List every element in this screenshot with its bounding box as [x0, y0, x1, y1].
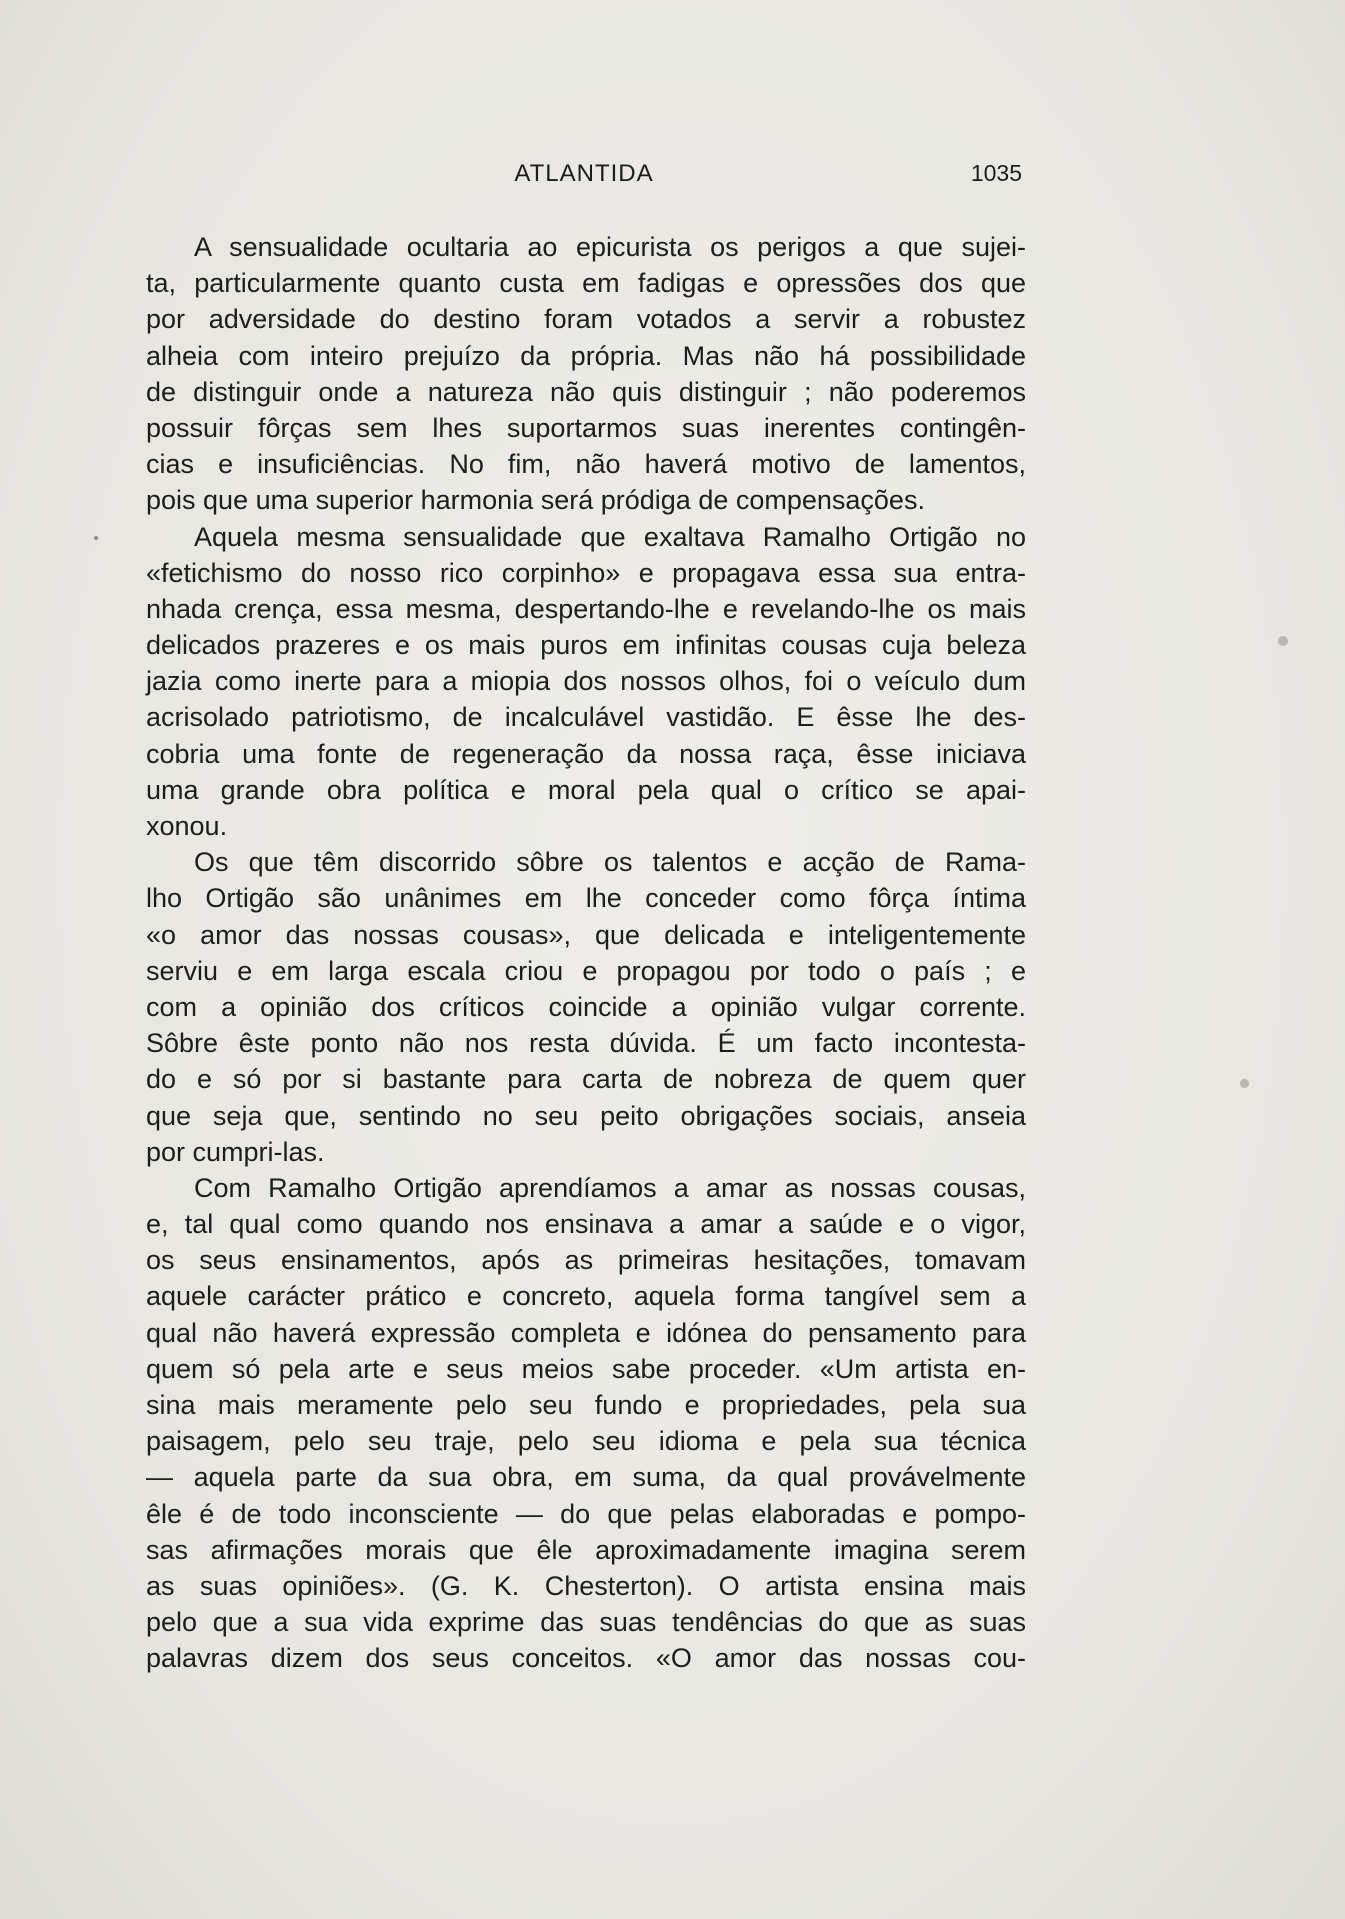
text-line: jazia como inerte para a miopia dos nossos olhos, foi o veículo dum: [146, 666, 1026, 697]
text-line: cias e insuficiências. No fim, não haverá motivo de lamentos,: [146, 449, 1026, 480]
text-line: uma grande obra política e moral pela qual o crítico se apai-: [146, 774, 1026, 805]
text-line: ta, particularmente quanto custa em fadigas e opressões dos que: [146, 268, 1026, 299]
text-line: pelo que a sua vida exprime das suas tendências do que as suas: [146, 1607, 1026, 1638]
text-line: e, tal qual como quando nos ensinava a amar a saúde e o vigor,: [146, 1209, 1026, 1240]
text-line: sas afirmações morais que êle aproximadamente imagina serem: [146, 1534, 1026, 1565]
text-line: êle é de todo inconsciente — do que pelas elaboradas e pompo-: [146, 1498, 1026, 1529]
text-line: que seja que, sentindo no seu peito obrigações sociais, anseia: [146, 1100, 1026, 1131]
text-line: «fetichismo do nosso rico corpinho» e propagava essa sua entra-: [146, 557, 1026, 588]
page-number: 1035: [970, 160, 1022, 186]
text-line: com a opinião dos críticos coincide a opinião vulgar corrente.: [146, 991, 1026, 1022]
text-line: do e só por si bastante para carta de nobreza de quem quer: [146, 1064, 1026, 1095]
text-line: Com Ramalho Ortigão aprendíamos a amar as nossas cousas,: [194, 1172, 1026, 1203]
paper-speck: [1278, 636, 1288, 646]
running-head: [146, 160, 1022, 190]
text-line: acrisolado patriotismo, de incalculável vastidão. E êsse lhe des-: [146, 702, 1026, 733]
text-line: paisagem, pelo seu traje, pelo seu idioma e pela sua técnica: [146, 1426, 1026, 1457]
text-line: por cumpri-las.: [146, 1136, 325, 1167]
body-text: [146, 229, 1026, 1677]
text-line: — aquela parte da sua obra, em suma, da qual provávelmente: [146, 1462, 1026, 1493]
text-line: sina mais meramente pelo seu fundo e propriedades, pela sua: [146, 1390, 1026, 1420]
text-line: as suas opiniões». (G. K. Chesterton). O artista ensina mais: [146, 1570, 1026, 1601]
text-line: cobria uma fonte de regeneração da nossa raça, êsse iniciava: [146, 738, 1026, 769]
text-line: pois que uma superior harmonia será pródiga de compensações.: [146, 485, 925, 516]
text-line: serviu e em larga escala criou e propagou por todo o país ; e: [146, 955, 1026, 986]
text-line: qual não haverá expressão completa e idónea do pensamento para: [146, 1317, 1026, 1348]
text-line: A sensualidade ocultaria ao epicurista os perigos a que sujei-: [194, 232, 1026, 262]
text-line: Aquela mesma sensualidade que exaltava Ramalho Ortigão no: [194, 521, 1026, 552]
text-line: de distinguir onde a natureza não quis distinguir ; não poderemos: [146, 376, 1026, 407]
text-line: alheia com inteiro prejuízo da própria. Mas não há possibilidade: [146, 340, 1026, 371]
text-line: palavras dizem dos seus conceitos. «O amor das nossas cou-: [146, 1643, 1026, 1674]
text-line: aquele carácter prático e concreto, aquela forma tangível sem a: [146, 1281, 1026, 1312]
text-line: Sôbre êste ponto não nos resta dúvida. É um facto incontesta-: [146, 1028, 1026, 1059]
journal-title: ATLANTIDA: [514, 160, 654, 187]
text-line: Os que têm discorrido sôbre os talentos e acção de Rama-: [194, 847, 1026, 878]
text-line: delicados prazeres e os mais puros em infinitas cousas cuja beleza: [146, 630, 1026, 661]
text-line: possuir fôrças sem lhes suportarmos suas inerentes contingên-: [146, 412, 1026, 443]
text-line: «o amor das nossas cousas», que delicada e inteligentemente: [146, 919, 1026, 950]
text-line: nhada crença, essa mesma, despertando-lhe e revelando-lhe os mais: [146, 593, 1026, 624]
paper-speck: [1240, 1079, 1249, 1088]
text-line: por adversidade do destino foram votados a servir a robustez: [146, 304, 1026, 335]
paper-speck: [94, 536, 98, 540]
text-line: os seus ensinamentos, após as primeiras hesitações, tomavam: [146, 1245, 1026, 1276]
text-line: xonou.: [146, 811, 228, 841]
text-line: quem só pela arte e seus meios sabe proceder. «Um artista en-: [146, 1353, 1026, 1384]
text-line: lho Ortigão são unânimes em lhe conceder como fôrça íntima: [146, 883, 1026, 914]
